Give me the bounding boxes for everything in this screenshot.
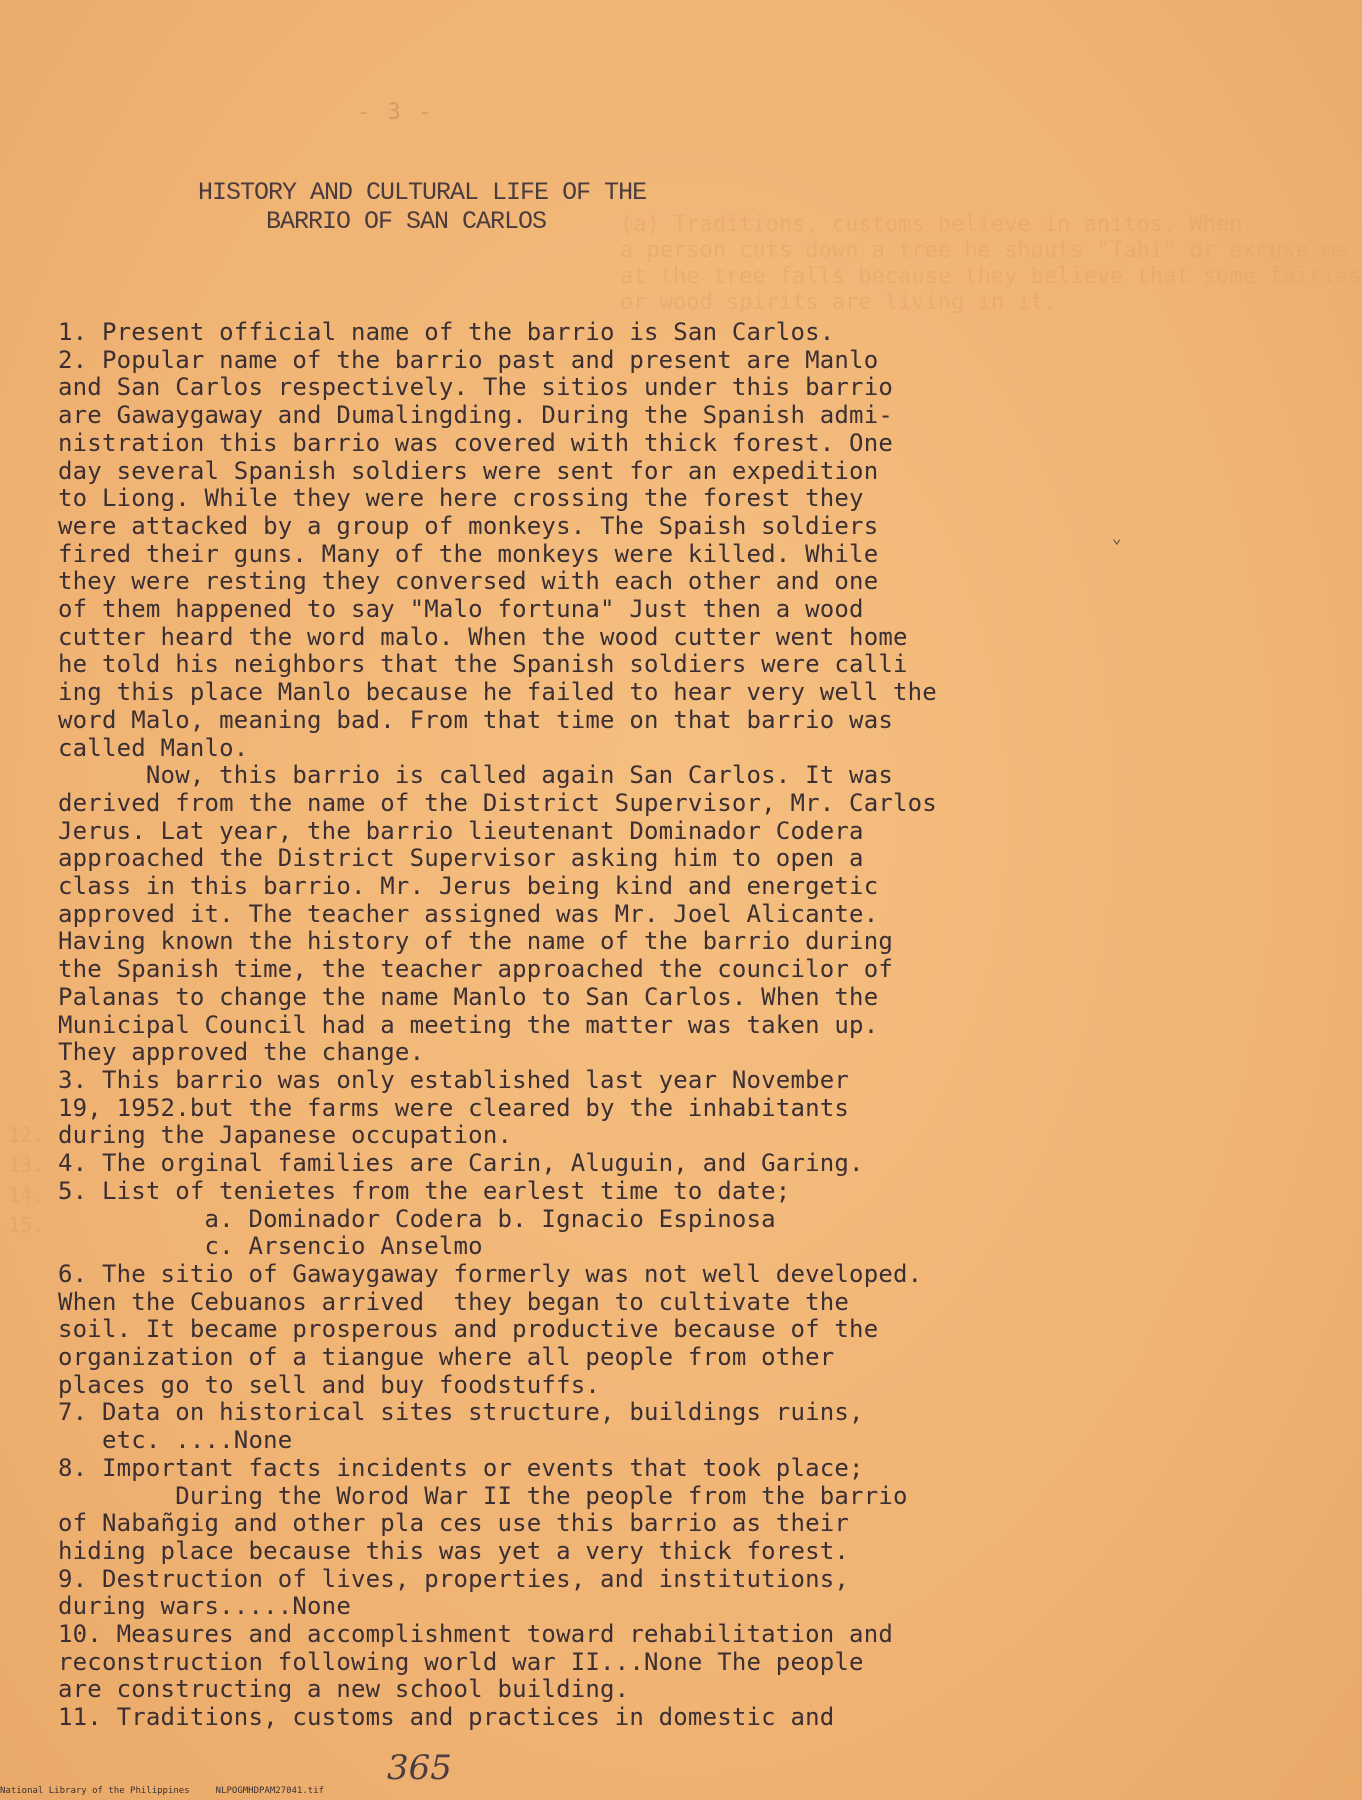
bleed-margin-number: 12. [8, 1123, 45, 1147]
archive-footer [0, 1786, 350, 1796]
body-line: during wars.....None [58, 1592, 351, 1621]
body-line: approved it. The teacher assigned was Mr. Joel Alicante. [58, 899, 879, 928]
body-line: ing this place Manlo because he failed to hear very well the [58, 678, 937, 707]
document-title [198, 178, 646, 236]
body-line: 7. Data on historical sites structure, buildings ruins, [58, 1398, 864, 1427]
body-line: 5. List of tenietes from the earlest time to date; [58, 1176, 791, 1205]
body-line: Palanas to change the name Manlo to San Carlos. When the [58, 982, 879, 1011]
body-line: of them happened to say "Malo fortuna" Just then a wood [58, 595, 864, 624]
library-name: National Library of the Philippines [0, 1786, 190, 1796]
bleed-line: a person cuts down a tree he shouts "Tabi" or excuse me [620, 238, 1349, 263]
body-line: 19, 1952.but the farms were cleared by the inhabitants [58, 1093, 850, 1122]
body-line: 3. This barrio was only established last year November [58, 1065, 850, 1094]
body-line: were attacked by a group of monkeys. The Spaish soldiers [58, 511, 879, 540]
body-line: of Nabañgig and other pla ces use this barrio as their [58, 1509, 850, 1538]
body-line: during the Japanese occupation. [58, 1121, 513, 1150]
body-line: approached the District Supervisor asking him to open a [58, 844, 864, 873]
body-line: 9. Destruction of lives, properties, and institutions, [58, 1564, 850, 1593]
body-line: 10. Measures and accomplishment toward rehabilitation and [58, 1620, 894, 1649]
bleed-line: (a) Traditions, customs believe in anitos. When [620, 212, 1243, 237]
edge-mark: ⌄ [1112, 528, 1122, 547]
body-line: fired their guns. Many of the monkeys were killed. While [58, 539, 879, 568]
body-line: derived from the name of the District Supervisor, Mr. Carlos [58, 788, 937, 817]
bleed-margin-number: 14. [8, 1183, 45, 1207]
bleed-line: or wood spirits are living in it. [620, 290, 1058, 315]
body-line: 1. Present official name of the barrio is San Carlos. [58, 318, 835, 346]
body-line: c. Arsencio Anselmo [58, 1232, 483, 1261]
body-line: are Gawaygaway and Dumalingding. During the Spanish admi- [58, 401, 894, 430]
body-line: cutter heard the word malo. When the wood cutter went home [58, 622, 908, 651]
body-line: soil. It became prosperous and productive because of the [58, 1315, 879, 1344]
body-line: are constructing a new school building. [58, 1675, 630, 1704]
title-line-2: BARRIO OF SAN CARLOS [266, 207, 547, 236]
bleed-line: at the tree falls because they believe that some fairies [620, 264, 1362, 289]
body-line: During the Worod War II the people from the barrio [58, 1481, 908, 1510]
body-line: the Spanish time, the teacher approached the councilor of [58, 955, 894, 984]
body-line: and San Carlos respectively. The sitios under this barrio [58, 373, 894, 402]
body-line: they were resting they conversed with each other and one [58, 567, 879, 596]
body-line: class in this barrio. Mr. Jerus being kind and energetic [58, 872, 879, 901]
body-line: 2. Popular name of the barrio past and present are Manlo [58, 345, 879, 374]
body-line: reconstruction following world war II...None The people [58, 1647, 864, 1676]
bleed-through-margin [8, 1120, 44, 1240]
body-line: day several Spanish soldiers were sent for an expedition [58, 456, 879, 485]
body-line: hiding place because this was yet a very thick forest. [58, 1536, 850, 1565]
body-line: Having known the history of the name of the barrio during [58, 927, 894, 956]
title-line-1: HISTORY AND CULTURAL LIFE OF THE [198, 178, 647, 207]
body-line: 6. The sitio of Gawaygaway formerly was not well developed. [58, 1259, 923, 1288]
body-line: he told his neighbors that the Spanish soldiers were calli [58, 650, 908, 679]
body-line: nistration this barrio was covered with thick forest. One [58, 428, 894, 457]
body-line: 11. Traditions, customs and practices in domestic and [58, 1703, 835, 1732]
body-line: etc. ....None [58, 1426, 293, 1455]
body-line: organization of a tiangue where all people from other [58, 1343, 835, 1372]
document-body [58, 319, 1108, 1732]
bleed-through-text [620, 212, 1362, 316]
body-line: Municipal Council had a meeting the matter was taken up. [58, 1010, 879, 1039]
body-line: 4. The orginal families are Carin, Aluguin, and Garing. [58, 1149, 864, 1178]
body-line: Jerus. Lat year, the barrio lieutenant Dominador Codera [58, 816, 864, 845]
folio-number: 365 [387, 1748, 452, 1788]
body-line: When the Cebuanos arrived they began to cultivate the [58, 1287, 850, 1316]
body-line: places go to sell and buy foodstuffs. [58, 1370, 601, 1399]
bleed-margin-number: 15. [8, 1213, 45, 1237]
file-id: NLPOGMHDPAM27041.tif [215, 1786, 325, 1796]
body-line: to Liong. While they were here crossing the forest they [58, 484, 864, 513]
body-line: Now, this barrio is called again San Carlos. It was [58, 761, 894, 790]
body-line: word Malo, meaning bad. From that time on that barrio was [58, 705, 894, 734]
body-line: called Manlo. [58, 733, 249, 762]
body-line: a. Dominador Codera b. Ignacio Espinosa [58, 1204, 776, 1233]
bleed-margin-number: 13. [8, 1153, 45, 1177]
body-line: They approved the change. [58, 1038, 425, 1067]
body-line: 8. Important facts incidents or events that took place; [58, 1453, 864, 1482]
page-marker: - 3 - [357, 100, 434, 125]
